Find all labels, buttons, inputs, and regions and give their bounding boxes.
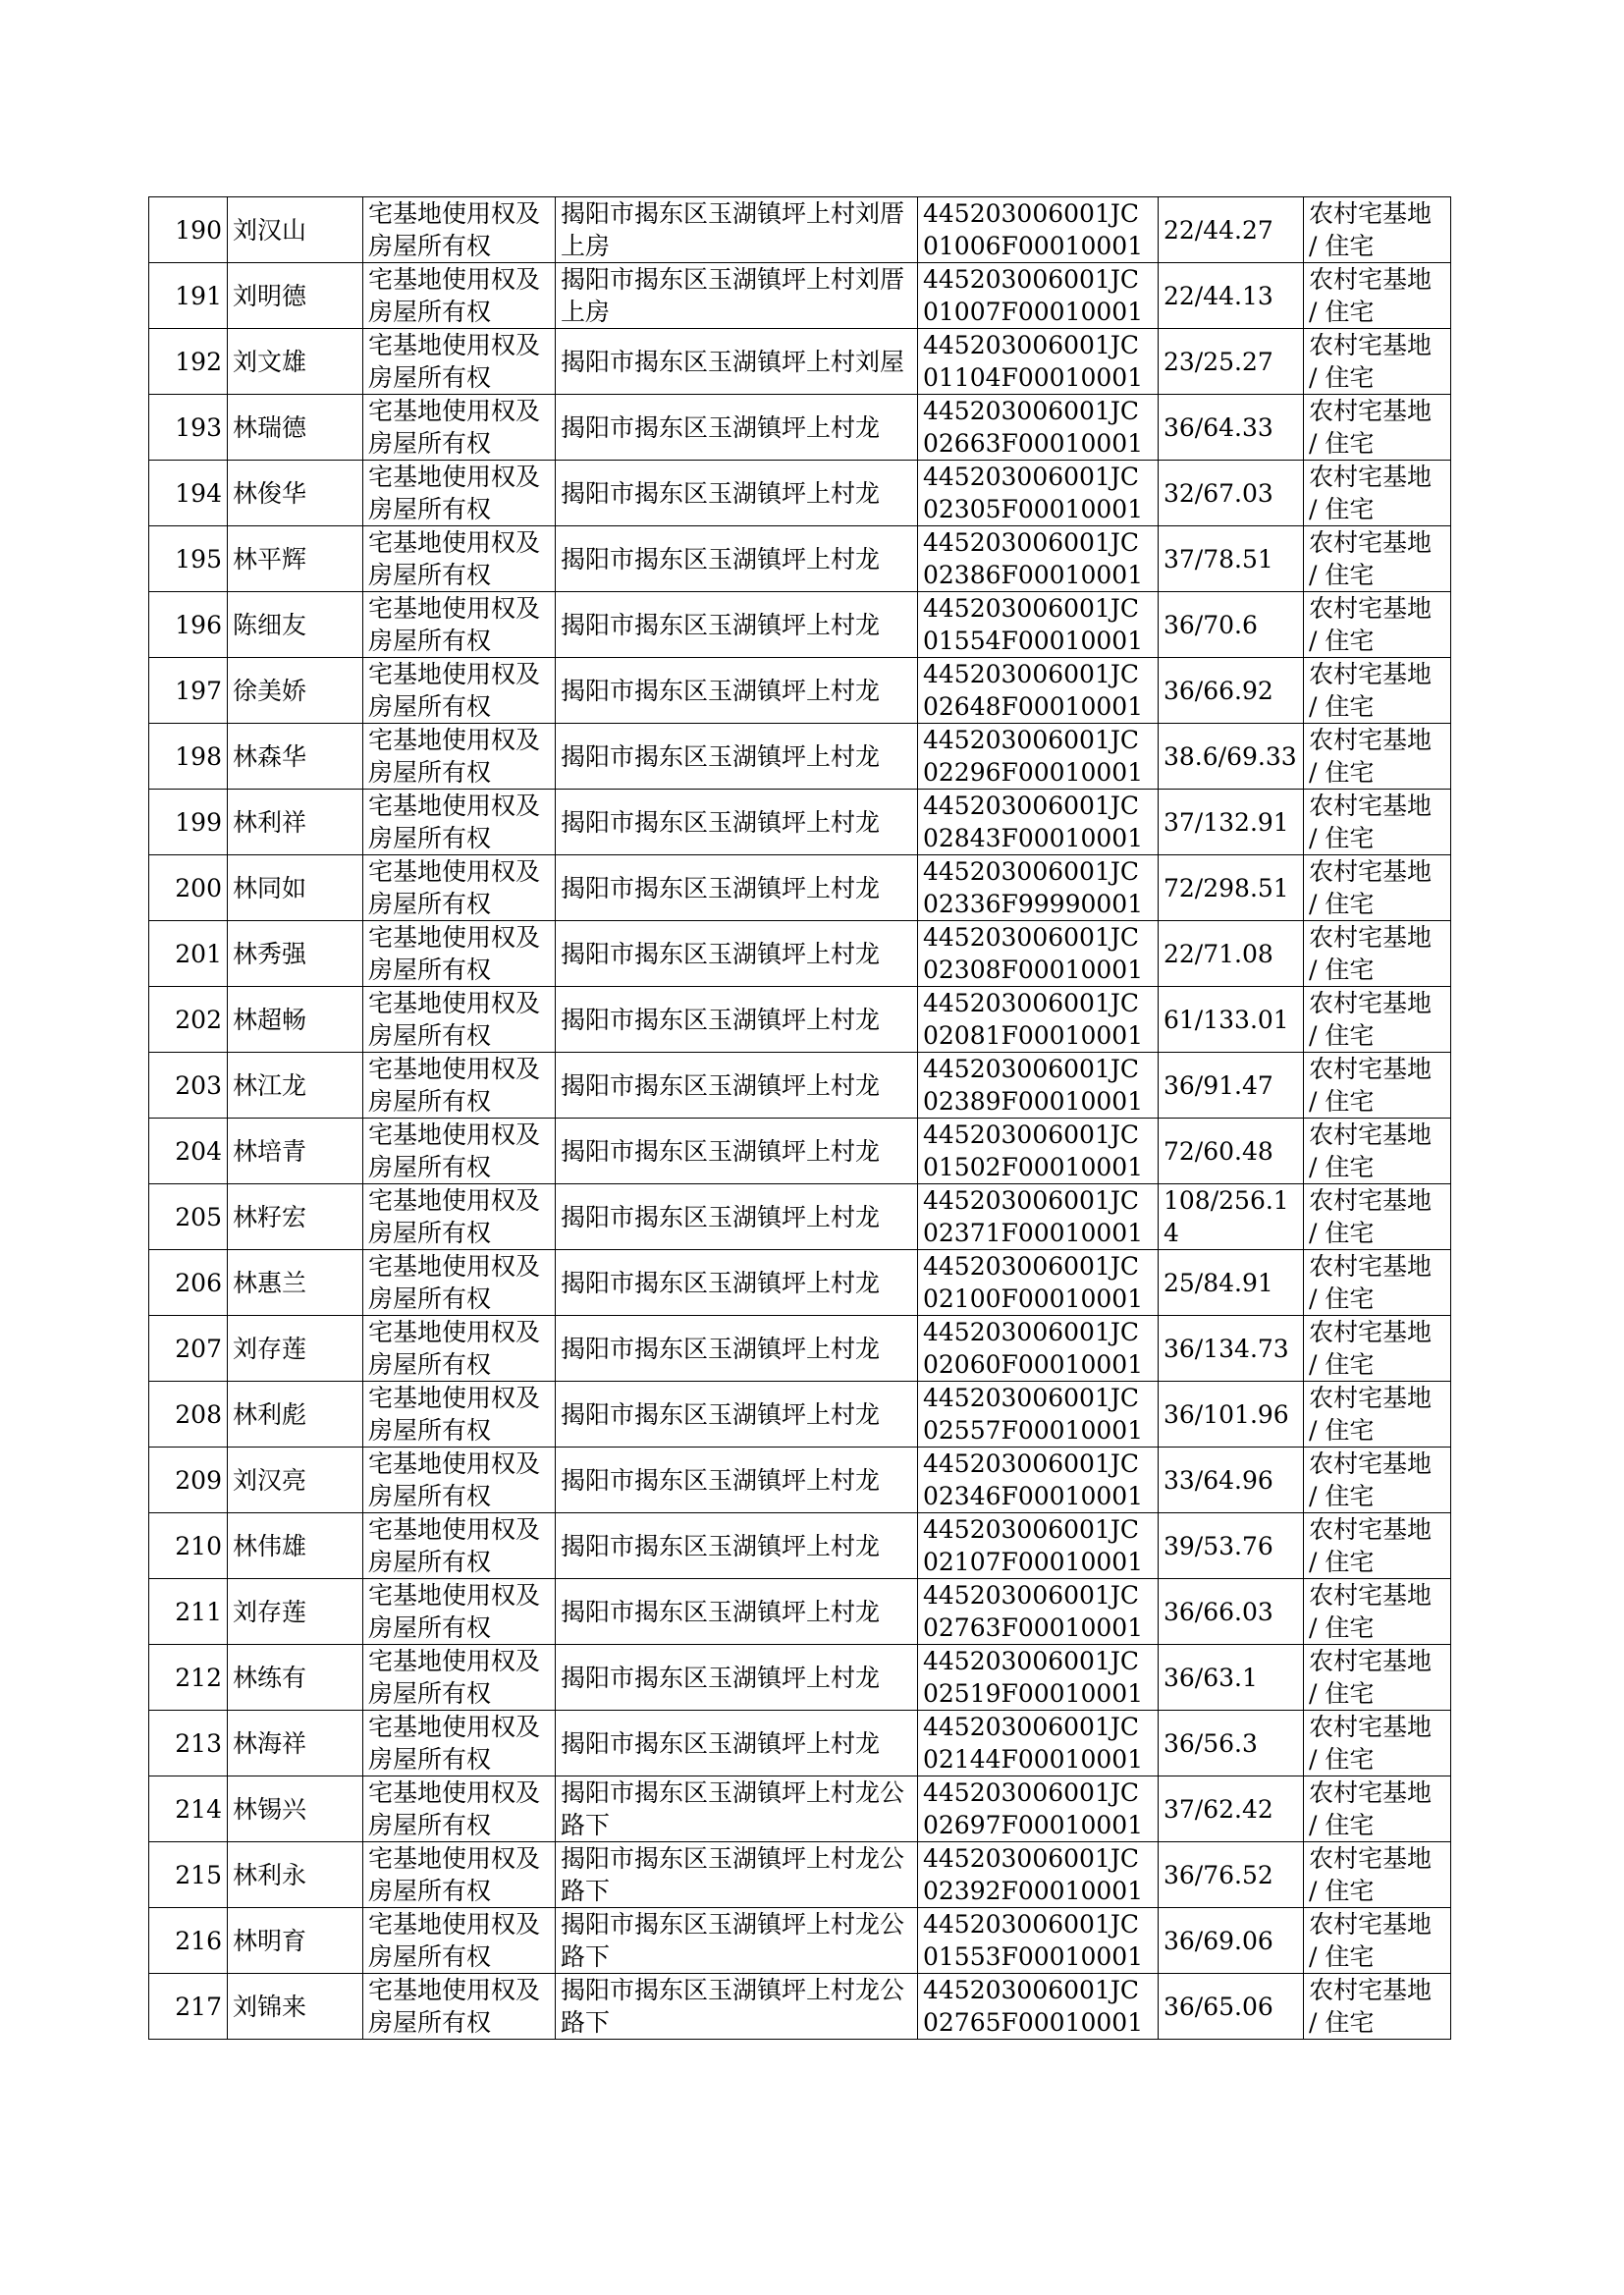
row-number-cell: 203 <box>149 1053 228 1119</box>
area-cell: 36/66.92 <box>1159 658 1304 724</box>
land-use-cell: 农村宅基地 / 住宅 <box>1304 1645 1451 1711</box>
table-body <box>149 197 1451 2040</box>
table-row <box>149 1645 1451 1711</box>
owner-name-cell: 林森华 <box>228 724 363 790</box>
unit-code-cell: 445203006001JC02305F00010001 <box>918 461 1159 526</box>
location-cell: 揭阳市揭东区玉湖镇坪上村龙 <box>556 790 918 855</box>
area-cell: 36/66.03 <box>1159 1579 1304 1645</box>
row-number-cell: 196 <box>149 592 228 658</box>
location-cell: 揭阳市揭东区玉湖镇坪上村龙公路下 <box>556 1974 918 2040</box>
table-row <box>149 1119 1451 1184</box>
owner-name-cell: 刘锦来 <box>228 1974 363 2040</box>
table-row <box>149 1974 1451 2040</box>
unit-code-cell: 445203006001JC02697F00010001 <box>918 1776 1159 1842</box>
owner-name-cell: 林培青 <box>228 1119 363 1184</box>
owner-name-cell: 林秀强 <box>228 921 363 987</box>
land-use-cell: 农村宅基地 / 住宅 <box>1304 658 1451 724</box>
owner-name-cell: 林利永 <box>228 1842 363 1908</box>
table-row <box>149 1842 1451 1908</box>
land-use-cell: 农村宅基地 / 住宅 <box>1304 1382 1451 1448</box>
area-cell: 72/298.51 <box>1159 855 1304 921</box>
unit-code-cell: 445203006001JC02386F00010001 <box>918 526 1159 592</box>
land-use-cell: 农村宅基地 / 住宅 <box>1304 1776 1451 1842</box>
row-number-cell: 215 <box>149 1842 228 1908</box>
area-cell: 61/133.01 <box>1159 987 1304 1053</box>
right-type-cell: 宅基地使用权及房屋所有权 <box>363 1448 556 1513</box>
unit-code-cell: 445203006001JC02081F00010001 <box>918 987 1159 1053</box>
area-cell: 36/76.52 <box>1159 1842 1304 1908</box>
location-cell: 揭阳市揭东区玉湖镇坪上村龙 <box>556 1579 918 1645</box>
unit-code-cell: 445203006001JC02144F00010001 <box>918 1711 1159 1776</box>
unit-code-cell: 445203006001JC02107F00010001 <box>918 1513 1159 1579</box>
land-use-cell: 农村宅基地 / 住宅 <box>1304 1513 1451 1579</box>
table-row <box>149 790 1451 855</box>
location-cell: 揭阳市揭东区玉湖镇坪上村龙 <box>556 592 918 658</box>
registration-table <box>148 196 1451 2040</box>
area-cell: 36/64.33 <box>1159 395 1304 461</box>
location-cell: 揭阳市揭东区玉湖镇坪上村龙 <box>556 855 918 921</box>
row-number-cell: 193 <box>149 395 228 461</box>
land-use-cell: 农村宅基地 / 住宅 <box>1304 1579 1451 1645</box>
table-row <box>149 461 1451 526</box>
row-number-cell: 217 <box>149 1974 228 2040</box>
area-cell: 39/53.76 <box>1159 1513 1304 1579</box>
row-number-cell: 214 <box>149 1776 228 1842</box>
owner-name-cell: 林江龙 <box>228 1053 363 1119</box>
location-cell: 揭阳市揭东区玉湖镇坪上村龙 <box>556 987 918 1053</box>
owner-name-cell: 刘明德 <box>228 263 363 329</box>
location-cell: 揭阳市揭东区玉湖镇坪上村龙 <box>556 1053 918 1119</box>
owner-name-cell: 林海祥 <box>228 1711 363 1776</box>
right-type-cell: 宅基地使用权及房屋所有权 <box>363 263 556 329</box>
right-type-cell: 宅基地使用权及房屋所有权 <box>363 461 556 526</box>
unit-code-cell: 445203006001JC01553F00010001 <box>918 1908 1159 1974</box>
table-row <box>149 1776 1451 1842</box>
location-cell: 揭阳市揭东区玉湖镇坪上村龙 <box>556 1513 918 1579</box>
table-row <box>149 263 1451 329</box>
right-type-cell: 宅基地使用权及房屋所有权 <box>363 1053 556 1119</box>
table-row <box>149 526 1451 592</box>
right-type-cell: 宅基地使用权及房屋所有权 <box>363 1513 556 1579</box>
unit-code-cell: 445203006001JC02648F00010001 <box>918 658 1159 724</box>
owner-name-cell: 林同如 <box>228 855 363 921</box>
area-cell: 36/91.47 <box>1159 1053 1304 1119</box>
table-row <box>149 1448 1451 1513</box>
table-row <box>149 1250 1451 1316</box>
row-number-cell: 208 <box>149 1382 228 1448</box>
location-cell: 揭阳市揭东区玉湖镇坪上村龙公路下 <box>556 1842 918 1908</box>
unit-code-cell: 445203006001JC02392F00010001 <box>918 1842 1159 1908</box>
right-type-cell: 宅基地使用权及房屋所有权 <box>363 197 556 263</box>
location-cell: 揭阳市揭东区玉湖镇坪上村龙 <box>556 1448 918 1513</box>
area-cell: 37/78.51 <box>1159 526 1304 592</box>
row-number-cell: 192 <box>149 329 228 395</box>
owner-name-cell: 徐美娇 <box>228 658 363 724</box>
location-cell: 揭阳市揭东区玉湖镇坪上村刘厝上房 <box>556 263 918 329</box>
area-cell: 36/70.6 <box>1159 592 1304 658</box>
table-row <box>149 724 1451 790</box>
right-type-cell: 宅基地使用权及房屋所有权 <box>363 1974 556 2040</box>
unit-code-cell: 445203006001JC02308F00010001 <box>918 921 1159 987</box>
unit-code-cell: 445203006001JC02765F00010001 <box>918 1974 1159 2040</box>
table-row <box>149 1053 1451 1119</box>
location-cell: 揭阳市揭东区玉湖镇坪上村龙 <box>556 395 918 461</box>
owner-name-cell: 林明育 <box>228 1908 363 1974</box>
right-type-cell: 宅基地使用权及房屋所有权 <box>363 1776 556 1842</box>
table-row <box>149 987 1451 1053</box>
table-row <box>149 658 1451 724</box>
area-cell: 37/132.91 <box>1159 790 1304 855</box>
owner-name-cell: 刘存莲 <box>228 1579 363 1645</box>
owner-name-cell: 林利祥 <box>228 790 363 855</box>
row-number-cell: 195 <box>149 526 228 592</box>
area-cell: 33/64.96 <box>1159 1448 1304 1513</box>
land-use-cell: 农村宅基地 / 住宅 <box>1304 987 1451 1053</box>
unit-code-cell: 445203006001JC02389F00010001 <box>918 1053 1159 1119</box>
land-use-cell: 农村宅基地 / 住宅 <box>1304 461 1451 526</box>
unit-code-cell: 445203006001JC01104F00010001 <box>918 329 1159 395</box>
area-cell: 36/65.06 <box>1159 1974 1304 2040</box>
unit-code-cell: 445203006001JC02763F00010001 <box>918 1579 1159 1645</box>
area-cell: 36/134.73 <box>1159 1316 1304 1382</box>
area-cell: 22/44.27 <box>1159 197 1304 263</box>
row-number-cell: 197 <box>149 658 228 724</box>
unit-code-cell: 445203006001JC01554F00010001 <box>918 592 1159 658</box>
location-cell: 揭阳市揭东区玉湖镇坪上村龙 <box>556 1184 918 1250</box>
row-number-cell: 205 <box>149 1184 228 1250</box>
owner-name-cell: 林瑞德 <box>228 395 363 461</box>
land-use-cell: 农村宅基地 / 住宅 <box>1304 197 1451 263</box>
row-number-cell: 204 <box>149 1119 228 1184</box>
table-row <box>149 197 1451 263</box>
area-cell: 108/256.14 <box>1159 1184 1304 1250</box>
right-type-cell: 宅基地使用权及房屋所有权 <box>363 592 556 658</box>
owner-name-cell: 林籽宏 <box>228 1184 363 1250</box>
right-type-cell: 宅基地使用权及房屋所有权 <box>363 1908 556 1974</box>
table-row <box>149 395 1451 461</box>
table-row <box>149 1711 1451 1776</box>
right-type-cell: 宅基地使用权及房屋所有权 <box>363 987 556 1053</box>
unit-code-cell: 445203006001JC02557F00010001 <box>918 1382 1159 1448</box>
location-cell: 揭阳市揭东区玉湖镇坪上村龙 <box>556 1711 918 1776</box>
row-number-cell: 212 <box>149 1645 228 1711</box>
unit-code-cell: 445203006001JC02346F00010001 <box>918 1448 1159 1513</box>
land-use-cell: 农村宅基地 / 住宅 <box>1304 1908 1451 1974</box>
unit-code-cell: 445203006001JC01006F00010001 <box>918 197 1159 263</box>
table-row <box>149 1382 1451 1448</box>
land-use-cell: 农村宅基地 / 住宅 <box>1304 395 1451 461</box>
area-cell: 22/71.08 <box>1159 921 1304 987</box>
owner-name-cell: 林练有 <box>228 1645 363 1711</box>
land-use-cell: 农村宅基地 / 住宅 <box>1304 1250 1451 1316</box>
location-cell: 揭阳市揭东区玉湖镇坪上村龙 <box>556 1250 918 1316</box>
table-row <box>149 1513 1451 1579</box>
land-use-cell: 农村宅基地 / 住宅 <box>1304 592 1451 658</box>
land-use-cell: 农村宅基地 / 住宅 <box>1304 1316 1451 1382</box>
row-number-cell: 213 <box>149 1711 228 1776</box>
unit-code-cell: 445203006001JC02663F00010001 <box>918 395 1159 461</box>
row-number-cell: 200 <box>149 855 228 921</box>
owner-name-cell: 林平辉 <box>228 526 363 592</box>
land-use-cell: 农村宅基地 / 住宅 <box>1304 263 1451 329</box>
land-use-cell: 农村宅基地 / 住宅 <box>1304 1842 1451 1908</box>
owner-name-cell: 林惠兰 <box>228 1250 363 1316</box>
right-type-cell: 宅基地使用权及房屋所有权 <box>363 1316 556 1382</box>
land-use-cell: 农村宅基地 / 住宅 <box>1304 1184 1451 1250</box>
land-use-cell: 农村宅基地 / 住宅 <box>1304 790 1451 855</box>
row-number-cell: 207 <box>149 1316 228 1382</box>
table-row <box>149 1908 1451 1974</box>
location-cell: 揭阳市揭东区玉湖镇坪上村龙 <box>556 921 918 987</box>
land-use-cell: 农村宅基地 / 住宅 <box>1304 855 1451 921</box>
table-row <box>149 592 1451 658</box>
owner-name-cell: 刘汉亮 <box>228 1448 363 1513</box>
right-type-cell: 宅基地使用权及房屋所有权 <box>363 1645 556 1711</box>
unit-code-cell: 445203006001JC02843F00010001 <box>918 790 1159 855</box>
table-row <box>149 1184 1451 1250</box>
row-number-cell: 194 <box>149 461 228 526</box>
row-number-cell: 202 <box>149 987 228 1053</box>
area-cell: 22/44.13 <box>1159 263 1304 329</box>
row-number-cell: 209 <box>149 1448 228 1513</box>
row-number-cell: 206 <box>149 1250 228 1316</box>
right-type-cell: 宅基地使用权及房屋所有权 <box>363 658 556 724</box>
right-type-cell: 宅基地使用权及房屋所有权 <box>363 526 556 592</box>
unit-code-cell: 445203006001JC01502F00010001 <box>918 1119 1159 1184</box>
row-number-cell: 210 <box>149 1513 228 1579</box>
land-use-cell: 农村宅基地 / 住宅 <box>1304 1711 1451 1776</box>
row-number-cell: 198 <box>149 724 228 790</box>
land-use-cell: 农村宅基地 / 住宅 <box>1304 921 1451 987</box>
right-type-cell: 宅基地使用权及房屋所有权 <box>363 1842 556 1908</box>
right-type-cell: 宅基地使用权及房屋所有权 <box>363 790 556 855</box>
location-cell: 揭阳市揭东区玉湖镇坪上村龙 <box>556 1316 918 1382</box>
unit-code-cell: 445203006001JC02519F00010001 <box>918 1645 1159 1711</box>
right-type-cell: 宅基地使用权及房屋所有权 <box>363 1579 556 1645</box>
row-number-cell: 211 <box>149 1579 228 1645</box>
owner-name-cell: 林伟雄 <box>228 1513 363 1579</box>
unit-code-cell: 445203006001JC01007F00010001 <box>918 263 1159 329</box>
right-type-cell: 宅基地使用权及房屋所有权 <box>363 1711 556 1776</box>
area-cell: 36/63.1 <box>1159 1645 1304 1711</box>
right-type-cell: 宅基地使用权及房屋所有权 <box>363 329 556 395</box>
land-use-cell: 农村宅基地 / 住宅 <box>1304 1974 1451 2040</box>
owner-name-cell: 刘存莲 <box>228 1316 363 1382</box>
location-cell: 揭阳市揭东区玉湖镇坪上村龙公路下 <box>556 1908 918 1974</box>
right-type-cell: 宅基地使用权及房屋所有权 <box>363 724 556 790</box>
right-type-cell: 宅基地使用权及房屋所有权 <box>363 921 556 987</box>
location-cell: 揭阳市揭东区玉湖镇坪上村龙 <box>556 658 918 724</box>
unit-code-cell: 445203006001JC02060F00010001 <box>918 1316 1159 1382</box>
location-cell: 揭阳市揭东区玉湖镇坪上村龙 <box>556 724 918 790</box>
location-cell: 揭阳市揭东区玉湖镇坪上村龙 <box>556 1119 918 1184</box>
unit-code-cell: 445203006001JC02336F99990001 <box>918 855 1159 921</box>
right-type-cell: 宅基地使用权及房屋所有权 <box>363 855 556 921</box>
area-cell: 23/25.27 <box>1159 329 1304 395</box>
land-use-cell: 农村宅基地 / 住宅 <box>1304 1448 1451 1513</box>
land-use-cell: 农村宅基地 / 住宅 <box>1304 1053 1451 1119</box>
location-cell: 揭阳市揭东区玉湖镇坪上村刘屋 <box>556 329 918 395</box>
area-cell: 36/56.3 <box>1159 1711 1304 1776</box>
row-number-cell: 199 <box>149 790 228 855</box>
owner-name-cell: 林锡兴 <box>228 1776 363 1842</box>
area-cell: 38.6/69.33 <box>1159 724 1304 790</box>
location-cell: 揭阳市揭东区玉湖镇坪上村龙 <box>556 1645 918 1711</box>
row-number-cell: 190 <box>149 197 228 263</box>
area-cell: 72/60.48 <box>1159 1119 1304 1184</box>
right-type-cell: 宅基地使用权及房屋所有权 <box>363 395 556 461</box>
location-cell: 揭阳市揭东区玉湖镇坪上村龙公路下 <box>556 1776 918 1842</box>
location-cell: 揭阳市揭东区玉湖镇坪上村刘厝上房 <box>556 197 918 263</box>
table-row <box>149 1579 1451 1645</box>
area-cell: 37/62.42 <box>1159 1776 1304 1842</box>
land-use-cell: 农村宅基地 / 住宅 <box>1304 329 1451 395</box>
area-cell: 36/101.96 <box>1159 1382 1304 1448</box>
row-number-cell: 191 <box>149 263 228 329</box>
location-cell: 揭阳市揭东区玉湖镇坪上村龙 <box>556 1382 918 1448</box>
owner-name-cell: 陈细友 <box>228 592 363 658</box>
row-number-cell: 201 <box>149 921 228 987</box>
right-type-cell: 宅基地使用权及房屋所有权 <box>363 1119 556 1184</box>
table-row <box>149 921 1451 987</box>
location-cell: 揭阳市揭东区玉湖镇坪上村龙 <box>556 526 918 592</box>
owner-name-cell: 刘文雄 <box>228 329 363 395</box>
area-cell: 36/69.06 <box>1159 1908 1304 1974</box>
owner-name-cell: 林俊华 <box>228 461 363 526</box>
location-cell: 揭阳市揭东区玉湖镇坪上村龙 <box>556 461 918 526</box>
right-type-cell: 宅基地使用权及房屋所有权 <box>363 1382 556 1448</box>
unit-code-cell: 445203006001JC02100F00010001 <box>918 1250 1159 1316</box>
unit-code-cell: 445203006001JC02296F00010001 <box>918 724 1159 790</box>
land-use-cell: 农村宅基地 / 住宅 <box>1304 1119 1451 1184</box>
right-type-cell: 宅基地使用权及房屋所有权 <box>363 1184 556 1250</box>
land-use-cell: 农村宅基地 / 住宅 <box>1304 526 1451 592</box>
owner-name-cell: 林利彪 <box>228 1382 363 1448</box>
area-cell: 32/67.03 <box>1159 461 1304 526</box>
owner-name-cell: 刘汉山 <box>228 197 363 263</box>
right-type-cell: 宅基地使用权及房屋所有权 <box>363 1250 556 1316</box>
area-cell: 25/84.91 <box>1159 1250 1304 1316</box>
land-use-cell: 农村宅基地 / 住宅 <box>1304 724 1451 790</box>
row-number-cell: 216 <box>149 1908 228 1974</box>
table-row <box>149 1316 1451 1382</box>
unit-code-cell: 445203006001JC02371F00010001 <box>918 1184 1159 1250</box>
owner-name-cell: 林超畅 <box>228 987 363 1053</box>
table-row <box>149 855 1451 921</box>
table-row <box>149 329 1451 395</box>
